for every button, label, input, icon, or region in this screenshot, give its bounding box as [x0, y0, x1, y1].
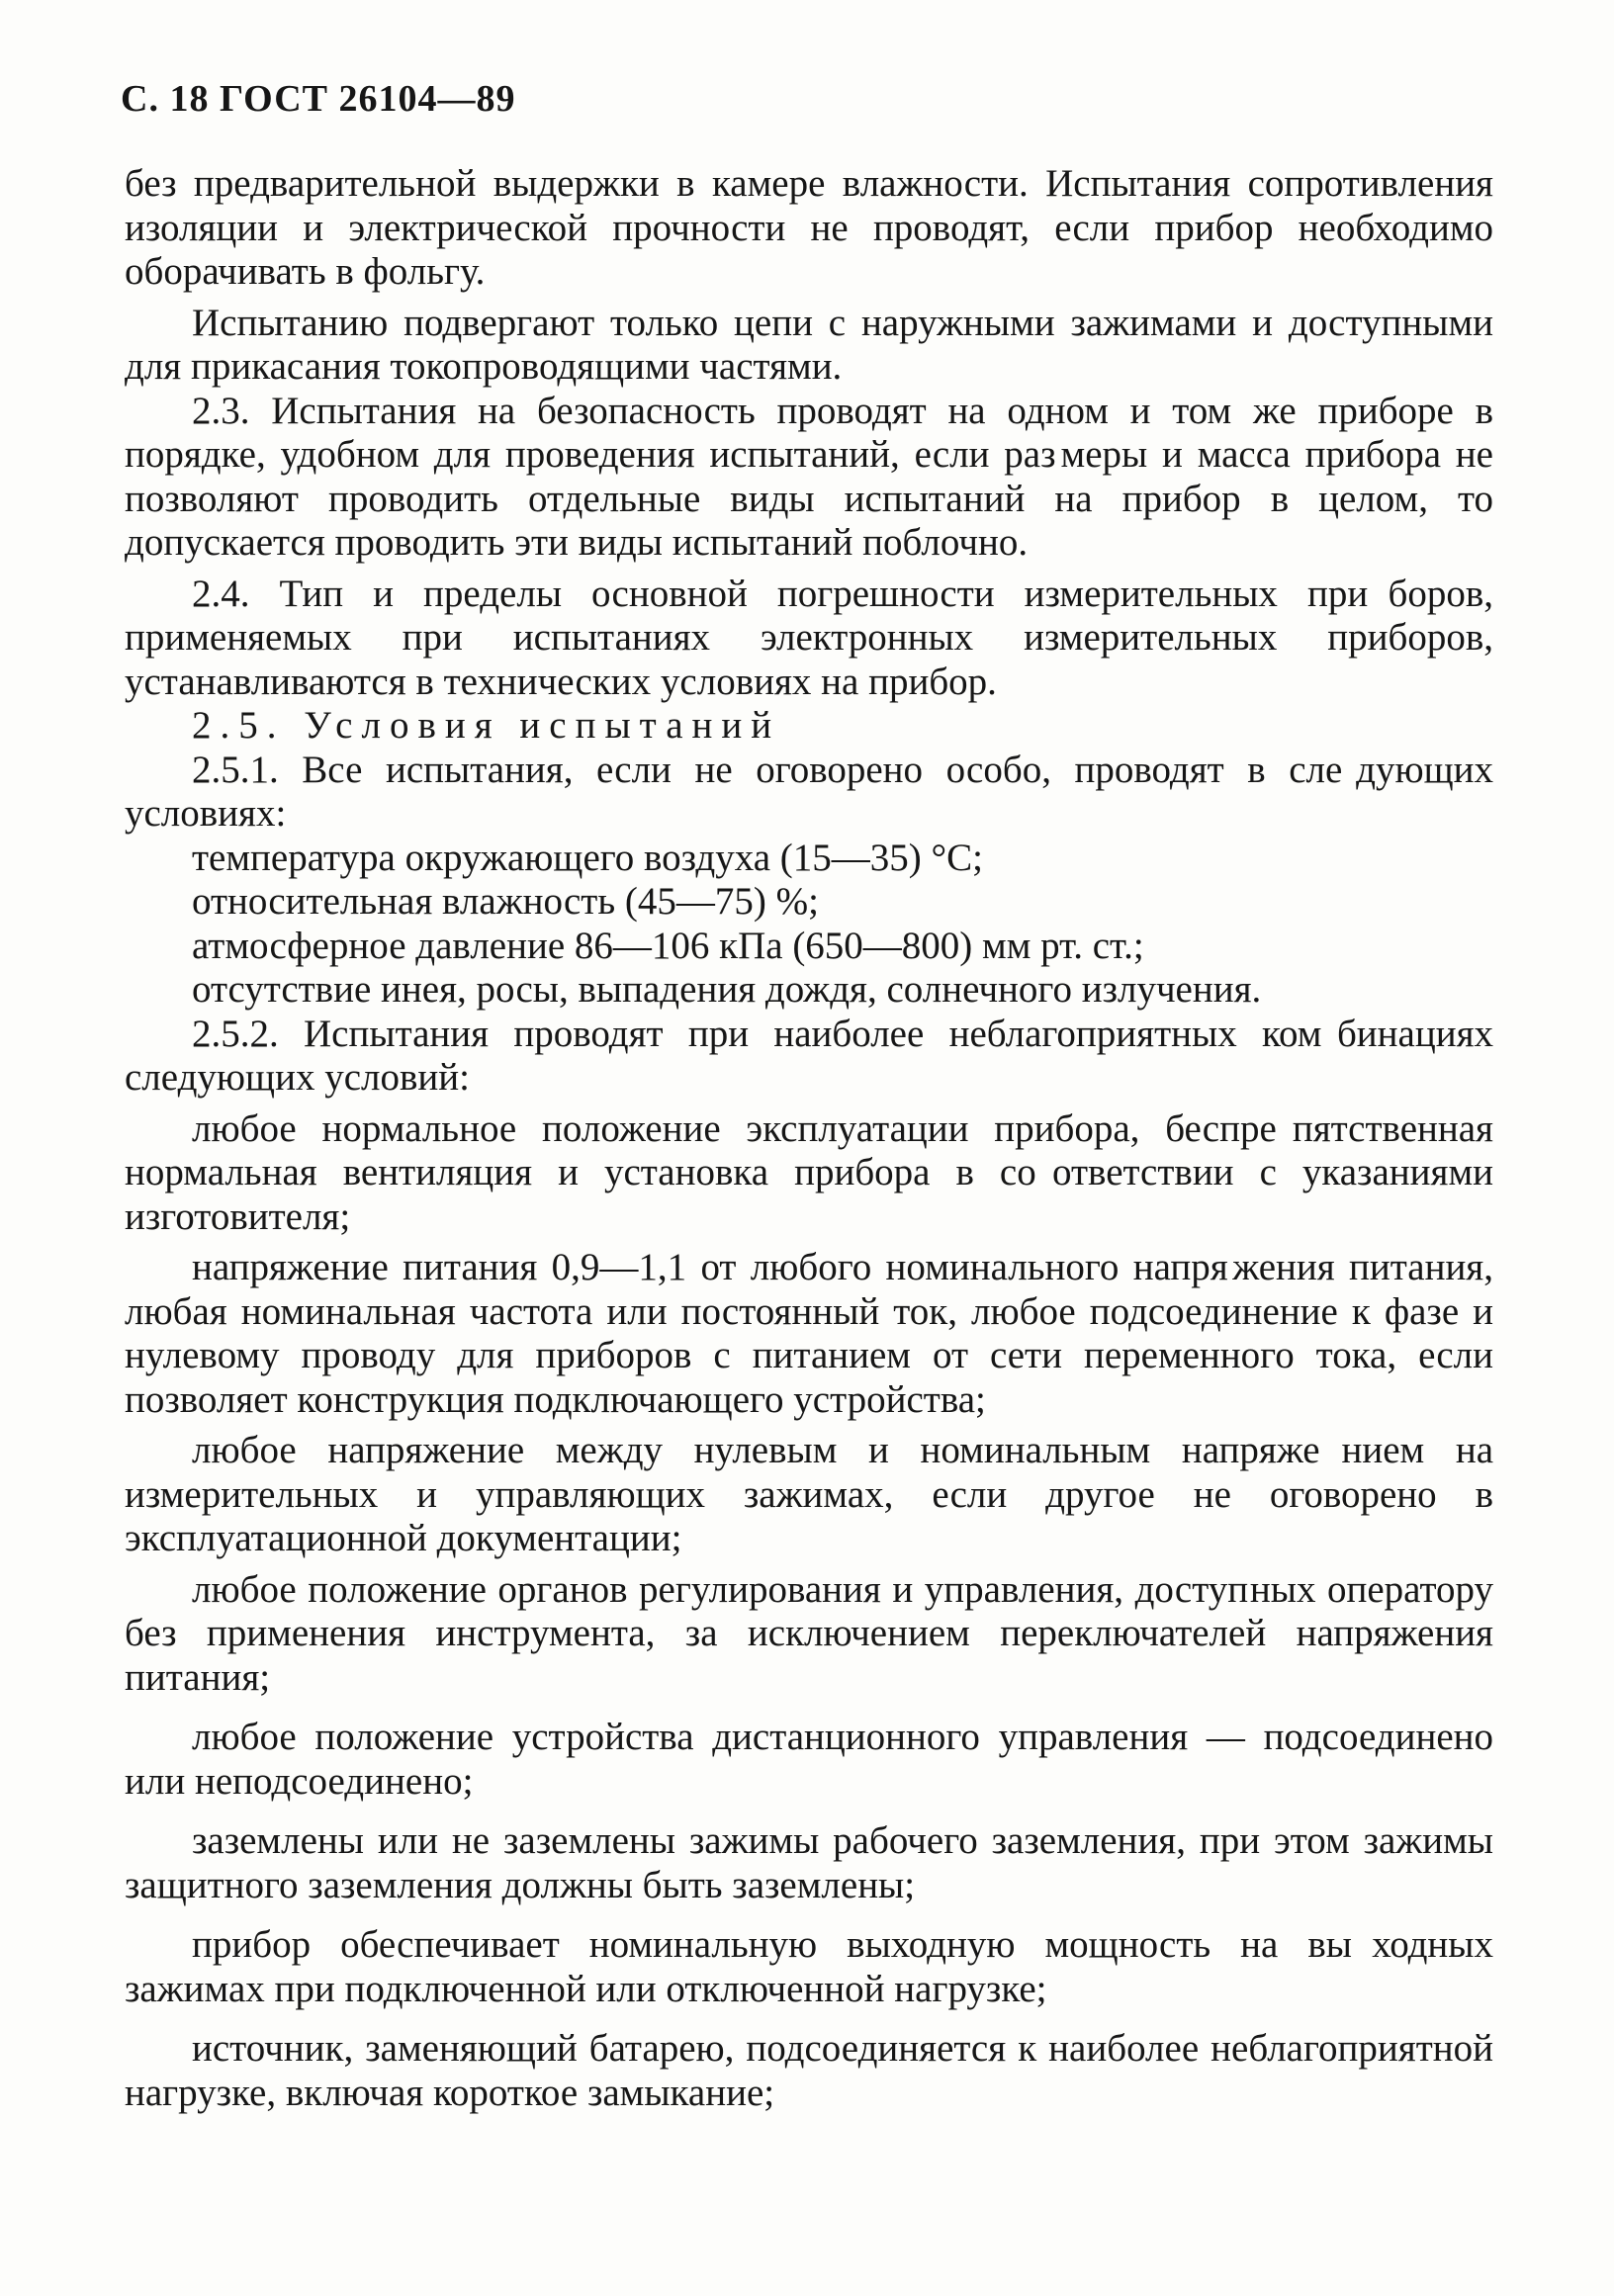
- condition-pressure: атмосферное давление 86—106 кПа (650—800) мм рт. ст.;: [192, 924, 1144, 967]
- section-heading-test-conditions: 2.5. Условия испытаний: [192, 704, 781, 747]
- document-body: [125, 162, 1493, 2115]
- paragraph-tested-circuits: Испытанию подвергают только цепи с наружными зажимами и доступными для прикасания токопроводящими частями.: [125, 301, 1494, 388]
- condition-position: любое нормальное положение эксплуатации прибора, беспре пятственная нормальная вентиляция и установка прибора в со ответствии с указаниями изготовителя;: [125, 1106, 1494, 1238]
- condition-temperature: температура окружающего воздуха (15—35) °С;: [192, 836, 983, 879]
- condition-supply-voltage: напряжение питания 0,9—1,1 от любого номинального напря жения питания, любая номинальная частота или постоянный ток, любое подсоединение к фазе и нулевому проводу для приборов с питанием от сети переменного тока, если позволяет конструкция подключающего устройства;: [125, 1246, 1494, 1421]
- condition-weather: отсутствие инея, росы, выпадения дождя, солнечного излуче ния.: [192, 968, 1262, 1011]
- condition-grounding: заземлены или не заземлены зажимы рабочего заземления, при этом зажимы защитного заземления должны быть заземлены;: [125, 1819, 1493, 1906]
- clause-2-5-2: 2.5.2. Испытания проводят при наиболее неблагоприятных ком бинациях следующих условий:: [125, 1012, 1494, 1099]
- clause-2-5-1: 2.5.1. Все испытания, если не оговорено особо, проводят в сле дующих условиях:: [125, 748, 1493, 835]
- page-header: С. 18 ГОСТ 26104—89: [121, 78, 516, 120]
- condition-output-power: прибор обеспечивает номинальную выходную мощность на вы ходных зажимах при подключенной или отключенной нагрузке;: [125, 1923, 1493, 2010]
- paragraph-humidity-exception: без предварительной выдержки в камере влажности. Испытания сопротивления изоляции и электрической прочности не проводят, если прибор необходимо оборачивать в фольгу.: [125, 162, 1494, 293]
- condition-remote-control: любое положение устройства дистанционного управления — подсоединено или неподсоединено;: [125, 1716, 1494, 1803]
- clause-2-4: 2.4. Тип и пределы основной погрешности измерительных при боров, применяемых при испытаниях электронных измерительных приборов, устанавливаются в технических условиях на прибор.: [125, 572, 1493, 703]
- condition-controls: любое положение органов регулирования и управления, доступ ных оператору без применения инструмента, за исключением переключателей напряжения питания;: [125, 1567, 1493, 1699]
- condition-battery-source: источник, заменяющий батарею, подсоединяется к наиболее неблагоприятной нагрузке, включая короткое замыкание;: [125, 2027, 1493, 2114]
- clause-2-3: 2.3. Испытания на безопасность проводят на одном и том же приборе в порядке, удобном для проведения испытаний, если раз меры и масса прибора не позволяют проводить отдельные виды испытаний на прибор в целом, то допускается проводить эти виды испытаний поблочно.: [125, 389, 1494, 564]
- condition-humidity: относительная влажность (45—75) %;: [192, 880, 819, 923]
- condition-terminal-voltage: любое напряжение между нулевым и номинальным напряже нием на измерительных и управляющих зажимах, если другое не оговорено в эксплуатационной документации;: [125, 1429, 1494, 1559]
